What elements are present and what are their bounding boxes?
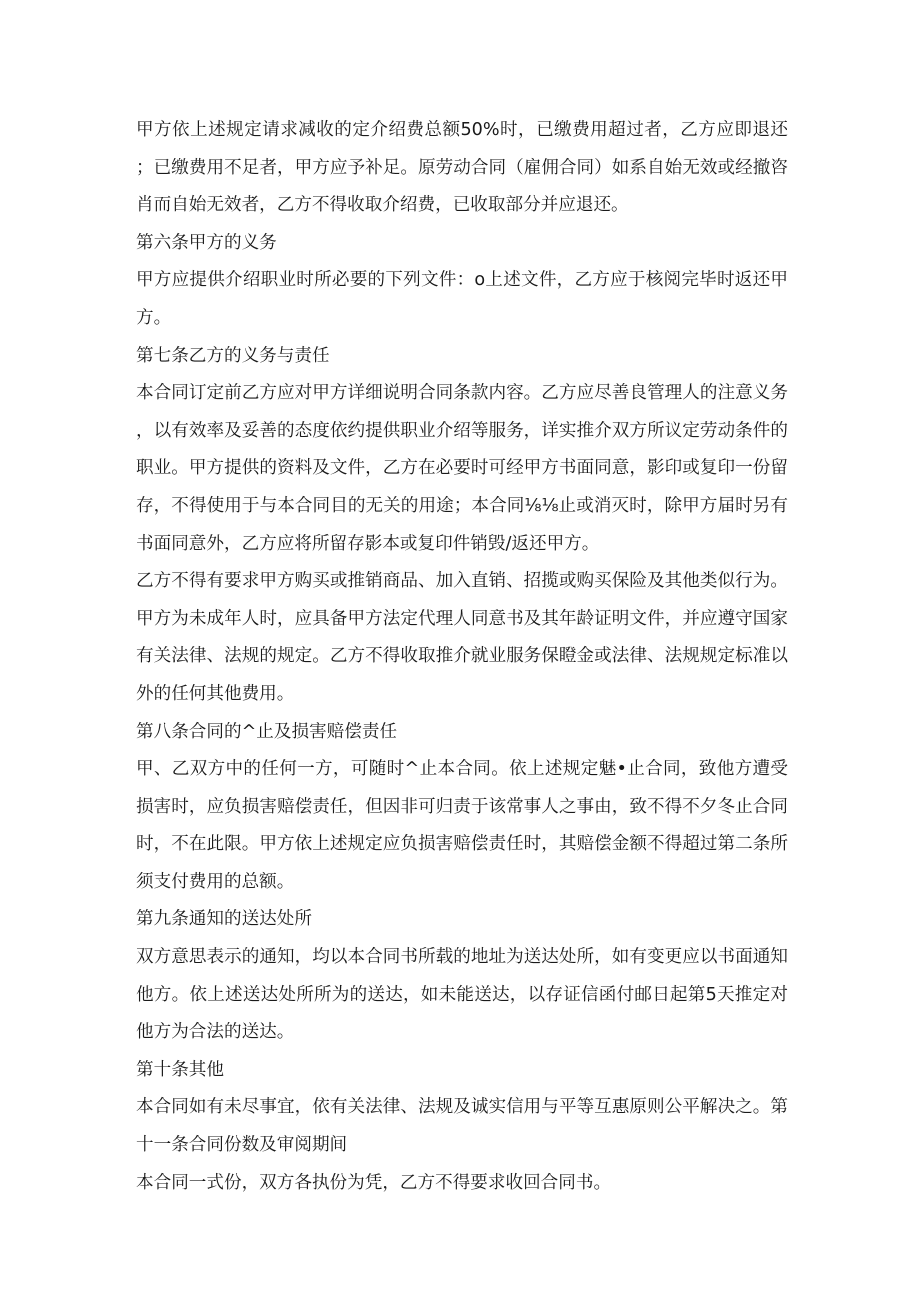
paragraph-fee-reduction: 甲方依上述规定请求减收的定介绍费总额50%时，已缴费用超过者，乙方应即退还；已缴费用不足者，甲方应予补足。原劳动合同（雇佣合同）如系自始无效或经撤咨肖而自始无效者，乙方不得收取介绍费，已收取部分并应退还。 <box>136 120 788 216</box>
paragraph-party-b-prohibitions: 乙方不得有要求甲方购买或推销商品、加入直销、招揽或购买保险及其他类似行为。甲方为未成年人时，应具备甲方法定代理人同意书及其年龄证明文件，并应遵守国家有关法律、法规的规定。乙方不得收取推介就业服务保瞪金或法律、法规规定标准以外的任何其他费用。 <box>136 571 788 704</box>
heading-article-6: 第六条甲方的义务 <box>136 232 277 253</box>
paragraph-notice-address: 双方意思表示的通知，均以本合同书所载的地址为送达处所，如有变更应以书面通知他方。依上述送达处所所为的送达，如未能送达，以存证信函付邮日起第5天推定对他方为合法的送达。 <box>136 947 788 1043</box>
heading-article-8: 第八条合同的^止及损害赔偿责任 <box>136 721 398 742</box>
heading-article-9: 第九条通知的送达处所 <box>136 909 312 930</box>
heading-article-7: 第七条乙方的义务与责任 <box>136 345 330 366</box>
paragraph-party-a-duties: 甲方应提供介绍职业时所必要的下列文件：o上述文件，乙方应于核阅完毕时返还甲方。 <box>136 270 788 328</box>
paragraph-other-matters: 本合同如有未尽事宜，依有关法律、法规及诚实信用与平等互惠原则公平解决之。第十一条合同份数及审阅期间 <box>136 1097 788 1156</box>
heading-article-10: 第十条其他 <box>136 1059 224 1080</box>
document-body <box>136 112 788 1202</box>
paragraph-termination: 甲、乙双方中的任何一方，可随时^止本合同。依上述规定魅•止合同，致他方遭受损害时，应负损害赔偿责任，但因非可归责于该常事人之事由，致不得不夕冬止合同时，不在此限。甲方依上述规定应负损害赔偿责任时，其赔偿金额不得超过第二条所须支付费用的总额。 <box>136 759 788 892</box>
paragraph-copies: 本合同一式份，双方各执份为凭，乙方不得要求收回合同书。 <box>136 1172 612 1193</box>
paragraph-party-b-duties: 本合同订定前乙方应对甲方详细说明合同条款内容。乙方应尽善良管理人的注意义务，以有效率及妥善的态度依约提供职业介绍等服务，详实推介双方所议定劳动条件的职业。甲方提供的资料及文件，乙方在必要时可经甲方书面同意，影印或复印一份留存，不得使用于与本合同目的无关的用途；本合同⅛⅛止或消灭时，除甲方届时另有书面同意外，乙方应将所留存影本或复印件销毁/返还甲方。 <box>136 383 788 554</box>
